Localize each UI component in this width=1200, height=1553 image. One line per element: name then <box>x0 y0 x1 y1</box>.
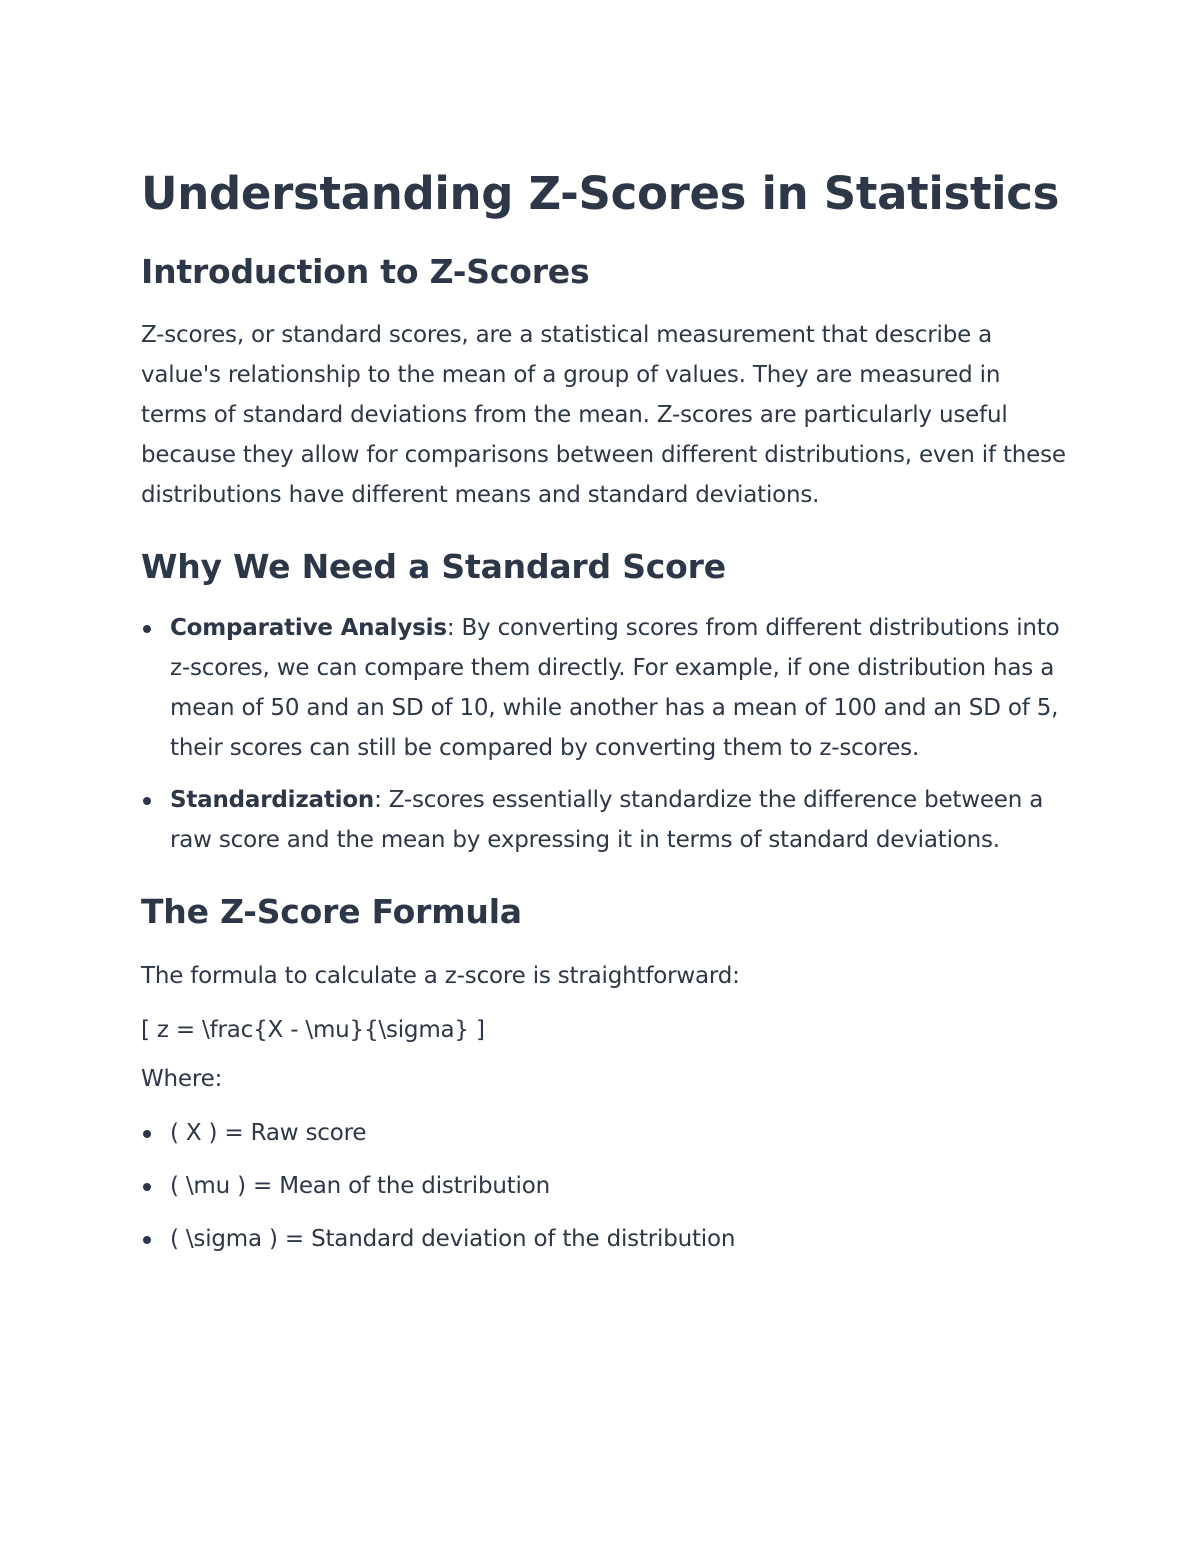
bullet-icon <box>143 797 151 805</box>
variable-text: ( X ) = Raw score <box>170 1120 367 1146</box>
formula-heading: The Z-Score Formula <box>141 892 522 931</box>
bullet-icon <box>143 1183 151 1191</box>
list-item <box>170 1166 1071 1206</box>
item-term: Standardization <box>170 787 375 813</box>
item-term: Comparative Analysis <box>170 615 447 641</box>
variable-text: ( \sigma ) = Standard deviation of the distribution <box>170 1226 736 1252</box>
document-page <box>141 160 1071 1272</box>
bullet-icon <box>143 1236 151 1244</box>
variables-list <box>141 1113 1071 1259</box>
list-item <box>170 1219 1071 1259</box>
formula-intro: The formula to calculate a z-score is straightforward: <box>141 963 740 989</box>
where-label: Where: <box>141 1066 223 1092</box>
list-item <box>170 1113 1071 1153</box>
formula-expression: [ z = \frac{X - \mu}{\sigma} ] <box>141 1017 485 1043</box>
intro-paragraph: Z-scores, or standard scores, are a statistical measurement that describe a value's relationship to the mean of a group of values. They are measured in terms of standard deviations from the mean. Z-scores are particularly useful because they allow for comparisons between different distributions, even if these distributions have different means and standard deviations. <box>141 322 1066 508</box>
item-text: : Z-scores essentially standardize the difference between a raw score and the mean by expressing it in terms of standard deviations. <box>170 787 1044 853</box>
item-text: : By converting scores from different distributions into z-scores, we can compare them directly. For example, if one distribution has a mean of 50 and an SD of 10, while another has a mean of 100 and an SD of 5, their scores can still be compared by converting them to z-scores. <box>170 615 1060 761</box>
list-item <box>170 608 1071 768</box>
document-title: Understanding Z-Scores in Statistics <box>141 167 1060 220</box>
bullet-icon <box>143 625 151 633</box>
why-list <box>141 608 1071 860</box>
list-item <box>170 780 1071 860</box>
intro-heading: Introduction to Z-Scores <box>141 252 590 291</box>
why-heading: Why We Need a Standard Score <box>141 547 726 586</box>
variable-text: ( \mu ) = Mean of the distribution <box>170 1173 550 1199</box>
bullet-icon <box>143 1130 151 1138</box>
